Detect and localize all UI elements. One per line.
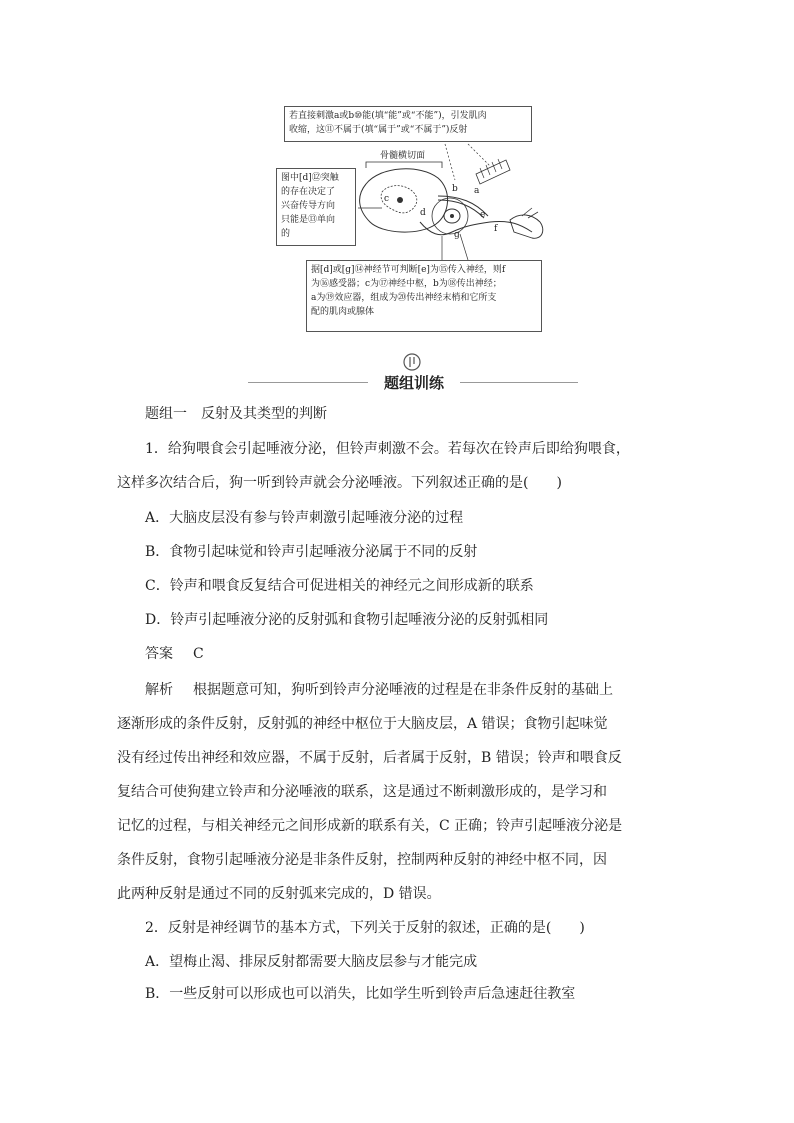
group-title: 题组一 反射及其类型的判断 bbox=[145, 406, 327, 422]
q2-option-b: B．一些反射可以形成也可以消失，比如学生听到铃声后急速赶往教室 bbox=[145, 986, 576, 1002]
top-annotation-box bbox=[284, 106, 532, 142]
emblem-icon bbox=[402, 352, 422, 372]
analysis-line-2: 逐渐形成的条件反射，反射弧的神经中枢位于大脑皮层，A 错误；食物引起味觉 bbox=[117, 716, 608, 732]
bottom-annotation-box bbox=[306, 260, 542, 332]
analysis-label: 解析 bbox=[145, 682, 173, 698]
q1-stem-line-2: 这样多次结合后，狗一听到铃声就会分泌唾液。下列叙述正确的是( ) bbox=[117, 475, 562, 491]
analysis-line-3: 没有经过传出神经和效应器，不属于反射，后者属于反射，B 错误；铃声和喂食反 bbox=[117, 750, 622, 766]
q2-stem: 2．反射是神经调节的基本方式，下列关于反射的叙述，正确的是( ) bbox=[145, 920, 585, 936]
divider-line-right bbox=[460, 382, 578, 383]
q1-option-d: D．铃声引起唾液分泌的反射弧和食物引起唾液分泌的反射弧相同 bbox=[145, 612, 549, 628]
bottom-box-line-1: 据[d]或[g]⑭神经节可判断[e]为⑮传入神经，则f bbox=[311, 265, 506, 275]
label-a: a bbox=[474, 186, 480, 196]
left-box-line-3: 兴奋传导方向 bbox=[281, 201, 336, 211]
bottom-box-line-3: a为⑲效应器，组成为⑳传出神经末梢和它所支 bbox=[311, 293, 497, 303]
top-box-line-1: 若直接刺激a或b⑩能(填“能”或“不能”)，引发肌肉 bbox=[289, 111, 487, 121]
label-d: d bbox=[420, 208, 426, 218]
q1-option-a: A．大脑皮层没有参与铃声刺激引起唾液分泌的过程 bbox=[145, 510, 464, 526]
analysis-line-1: 根据题意可知，狗听到铃声分泌唾液的过程是在非条件反射的基础上 bbox=[193, 682, 613, 698]
q1-stem-line-1: 1．给狗喂食会引起唾液分泌，但铃声刺激不会。若每次在铃声后即给狗喂食， bbox=[145, 441, 630, 457]
label-f: f bbox=[494, 224, 498, 234]
analysis-line-6: 条件反射，食物引起唾液分泌是非条件反射，控制两种反射的神经中枢不同，因 bbox=[117, 852, 607, 868]
answer-label: 答案 bbox=[145, 646, 173, 662]
bottom-box-line-4: 配的肌肉或腺体 bbox=[311, 307, 375, 317]
label-c: c bbox=[384, 194, 390, 204]
q1-option-c: C．铃声和喂食反复结合可促进相关的神经元之间形成新的联系 bbox=[145, 578, 534, 594]
left-annotation-box bbox=[276, 168, 356, 246]
bottom-box-line-2: 为⑯感受器；c为⑰神经中枢，b为⑱传出神经； bbox=[311, 279, 502, 289]
section-divider bbox=[248, 352, 578, 392]
analysis-line-4: 复结合可使狗建立铃声和分泌唾液的联系，这是通过不断刺激形成的，是学习和 bbox=[117, 784, 607, 800]
left-box-line-5: 的 bbox=[281, 229, 291, 239]
question-content bbox=[117, 404, 683, 1004]
section-title: 题组训练 bbox=[383, 374, 444, 392]
left-box-line-2: 的存在决定了 bbox=[281, 187, 336, 197]
answer-value: C bbox=[193, 646, 204, 662]
analysis-line-7: 此两种反射是通过不同的反射弧来完成的，D 错误。 bbox=[117, 886, 441, 902]
analysis-line-5: 记忆的过程，与相关神经元之间形成新的联系有关，C 正确；铃声引起唾液分泌是 bbox=[117, 818, 623, 834]
top-box-line-2: 收缩，这⑪不属于(填“属于”或“不属于”)反射 bbox=[289, 125, 468, 135]
left-box-line-1: 图中[d]⑫突触 bbox=[281, 173, 339, 183]
reflex-arc-figure bbox=[270, 104, 570, 340]
left-box-line-4: 只能是⑬单向 bbox=[281, 215, 336, 225]
q1-option-b: B．食物引起味觉和铃声引起唾液分泌属于不同的反射 bbox=[145, 544, 478, 560]
q2-option-a: A．望梅止渴、排尿反射都需要大脑皮层参与才能完成 bbox=[145, 954, 478, 970]
divider-line-left bbox=[248, 382, 368, 383]
label-e: e bbox=[480, 210, 486, 220]
label-g: g bbox=[454, 230, 460, 240]
label-b: b bbox=[452, 184, 458, 194]
section-label: 骨髓横切面 bbox=[380, 151, 426, 161]
